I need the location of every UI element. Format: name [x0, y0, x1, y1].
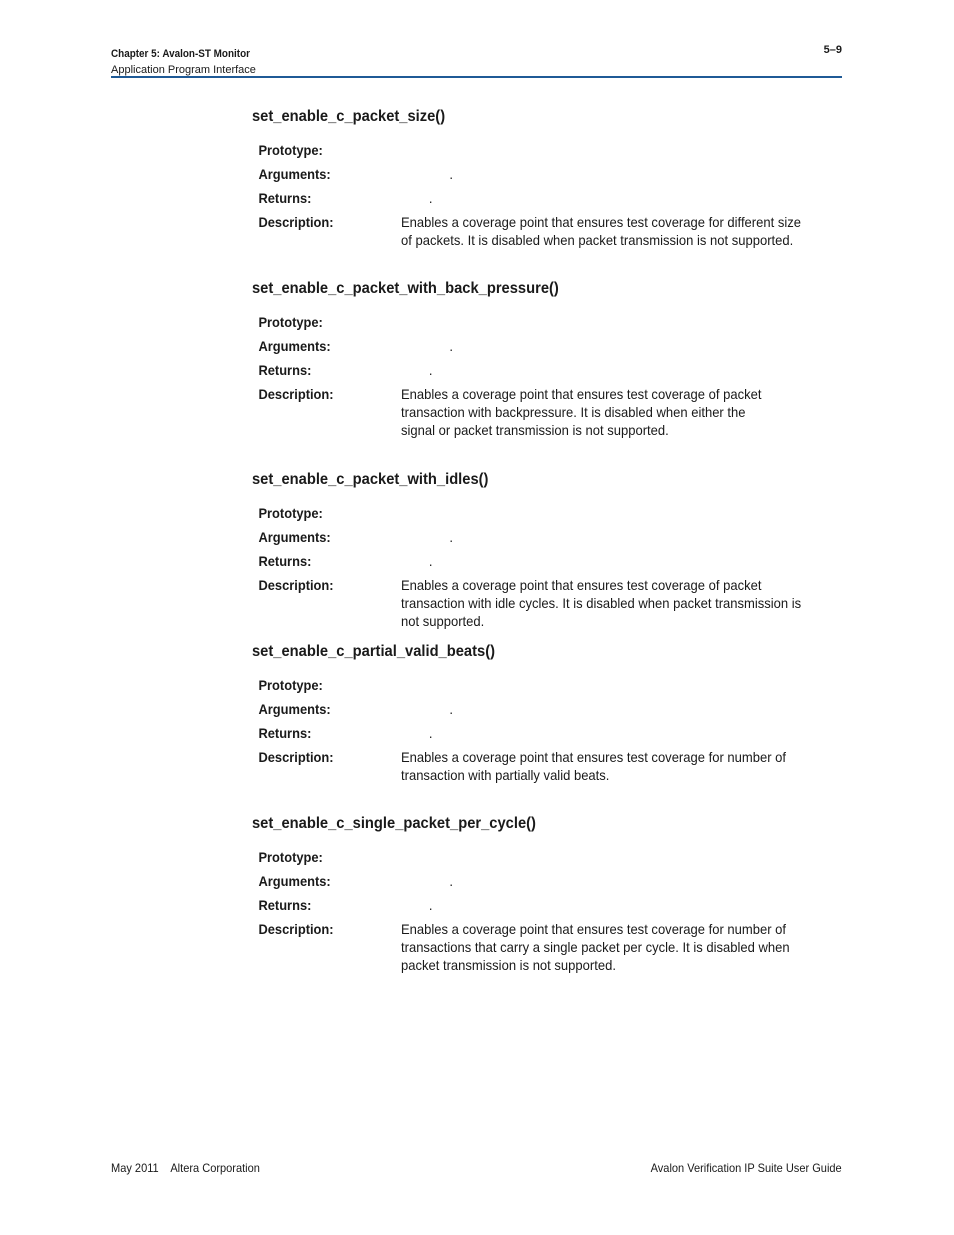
arguments-label: Arguments:: [258, 166, 331, 182]
description-label: Description:: [258, 921, 334, 937]
page-number: 5–9: [823, 44, 842, 56]
arguments-value: .: [449, 166, 453, 182]
api-section: [252, 813, 842, 974]
description-label: Description:: [258, 577, 334, 593]
api-section: [252, 278, 842, 439]
returns-value: .: [428, 553, 433, 569]
prototype-label: Prototype:: [258, 849, 323, 865]
arguments-value: .: [449, 873, 453, 889]
returns-label: Returns:: [258, 190, 312, 206]
api-section: [252, 469, 842, 630]
prototype-row: [252, 676, 842, 700]
arguments-row: [252, 337, 842, 361]
description-text: Enables a coverage point that ensures test coverage of packet transaction with idle cycles. It is disabled when packet transmission is not supported.: [401, 577, 802, 629]
function-title: set_enable_c_partial_valid_beats(): [252, 643, 496, 660]
prototype-value: [401, 676, 810, 700]
returns-row: [252, 896, 842, 920]
arguments-label: Arguments:: [258, 338, 331, 354]
returns-value: .: [428, 897, 433, 913]
description-label: Description:: [258, 214, 334, 230]
description-row: [252, 576, 842, 630]
returns-label: Returns:: [258, 362, 312, 378]
returns-label: Returns:: [258, 553, 312, 569]
prototype-label: Prototype:: [258, 314, 323, 330]
function-title: set_enable_c_packet_size(): [252, 108, 446, 125]
function-title: set_enable_c_packet_with_back_pressure(): [252, 280, 559, 297]
description-row: [252, 213, 842, 249]
footer-guide-title: Avalon Verification IP Suite User Guide: [650, 1161, 842, 1175]
description-part-1: Enables a coverage point that ensures test coverage of packet transaction with backpressure. It is disabled when either the: [401, 386, 762, 420]
arguments-row: [252, 700, 842, 724]
returns-row: [252, 189, 842, 213]
returns-label: Returns:: [258, 897, 312, 913]
arguments-label: Arguments:: [258, 701, 331, 717]
returns-row: [252, 552, 842, 576]
description-label: Description:: [258, 749, 334, 765]
header-rule: [111, 76, 842, 78]
description-part-2: signal or packet transmission is not supported.: [401, 422, 669, 438]
prototype-row: [252, 848, 842, 872]
arguments-row: [252, 528, 842, 552]
arguments-value: .: [449, 338, 453, 354]
api-section: [252, 641, 842, 784]
arguments-label: Arguments:: [258, 873, 331, 889]
function-title: set_enable_c_single_packet_per_cycle(): [252, 815, 536, 832]
arguments-row: [252, 165, 842, 189]
description-row: [252, 920, 842, 974]
function-title: set_enable_c_packet_with_idles(): [252, 471, 489, 488]
prototype-row: [252, 141, 842, 165]
description-row: [252, 385, 842, 439]
footer-date-company: May 2011 Altera Corporation: [111, 1161, 260, 1175]
prototype-label: Prototype:: [258, 677, 323, 693]
arguments-value: .: [449, 701, 453, 717]
returns-label: Returns:: [258, 725, 312, 741]
description-text: Enables a coverage point that ensures test coverage for different size of packets. It is disabled when packet transmission is not supported.: [401, 214, 802, 248]
section-subtitle: Application Program Interface: [111, 64, 256, 76]
description-text: Enables a coverage point that ensures test coverage for number of transaction with partially valid beats.: [401, 749, 787, 783]
returns-value: .: [428, 725, 433, 741]
prototype-value: [401, 504, 810, 528]
arguments-value: .: [449, 529, 453, 545]
returns-value: .: [428, 362, 433, 378]
prototype-value: [401, 848, 810, 872]
description-row: [252, 748, 842, 784]
prototype-label: Prototype:: [258, 142, 323, 158]
returns-value: .: [428, 190, 433, 206]
chapter-title: Chapter 5: Avalon-ST Monitor: [111, 48, 250, 60]
description-text: Enables a coverage point that ensures test coverage for number of transactions that carry a single packet per cycle. It is disabled when packet transmission is not supported.: [401, 921, 790, 973]
api-section: [252, 106, 842, 249]
prototype-label: Prototype:: [258, 505, 323, 521]
returns-row: [252, 361, 842, 385]
prototype-value: [401, 141, 810, 165]
description-text: [401, 385, 810, 439]
prototype-row: [252, 313, 842, 337]
prototype-value: [401, 313, 810, 337]
prototype-row: [252, 504, 842, 528]
arguments-label: Arguments:: [258, 529, 331, 545]
description-label: Description:: [258, 386, 334, 402]
returns-row: [252, 724, 842, 748]
page-header: [111, 44, 842, 76]
arguments-row: [252, 872, 842, 896]
